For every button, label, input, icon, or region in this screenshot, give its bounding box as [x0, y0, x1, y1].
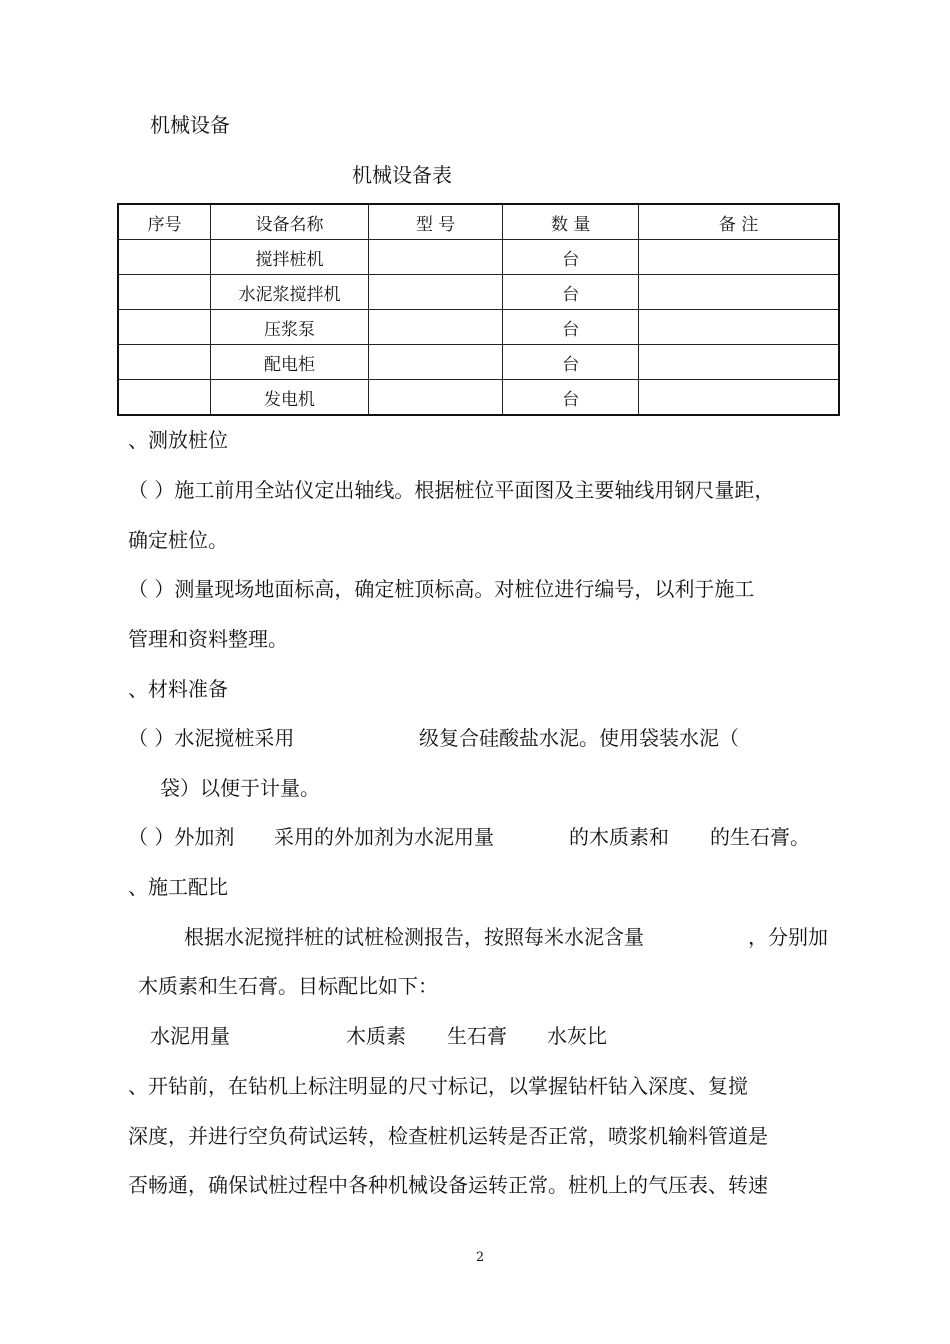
section-title: 、施工配比 — [128, 875, 228, 899]
paragraph-segment: 采用的外加剂为水泥用量 — [274, 825, 494, 849]
table-cell — [368, 345, 503, 380]
table-cell — [368, 380, 503, 416]
paragraph-line: 确定桩位。 — [128, 528, 228, 552]
header-cell: 备 注 — [639, 204, 839, 240]
ratio-label: 木质素 — [346, 1024, 406, 1048]
paragraph-line: 管理和资料整理。 — [128, 627, 288, 651]
paragraph-segment: 的生石膏。 — [710, 825, 810, 849]
table-row — [118, 240, 839, 275]
table-cell — [118, 240, 211, 275]
table-cell: 水泥浆搅拌机 — [211, 275, 369, 310]
table-cell: 台 — [503, 240, 639, 275]
header-cell: 数 量 — [503, 204, 639, 240]
table-header-row — [118, 204, 839, 240]
table-cell — [368, 310, 503, 345]
table-cell: 发电机 — [211, 380, 369, 416]
table-cell — [639, 310, 839, 345]
table-cell — [639, 345, 839, 380]
table-row — [118, 310, 839, 345]
table-cell — [118, 310, 211, 345]
paragraph-segment: 的木质素和 — [569, 825, 669, 849]
section-heading: 机械设备 — [150, 113, 230, 137]
paragraph-segment: 根据水泥搅拌桩的试桩检测报告，按照每米水泥含量 — [184, 925, 644, 949]
ratio-label: 生石膏 — [447, 1024, 507, 1048]
table-cell — [118, 275, 211, 310]
paragraph-segment: ，分别加 — [748, 925, 828, 949]
paragraph-segment: （ ）水泥搅桩采用 — [128, 726, 295, 750]
table-title: 机械设备表 — [352, 163, 452, 187]
ratio-label: 水灰比 — [547, 1024, 607, 1048]
table-cell: 搅拌桩机 — [211, 240, 369, 275]
page-number: 2 — [475, 1250, 485, 1265]
paragraph-line: 袋）以便于计量。 — [160, 776, 320, 800]
table-cell — [639, 240, 839, 275]
paragraph-segment: （ ）外加剂 — [128, 825, 235, 849]
table-cell — [118, 345, 211, 380]
table-cell — [639, 275, 839, 310]
table-row — [118, 380, 839, 416]
section-title: 、材料准备 — [128, 677, 228, 701]
paragraph-segment: 级复合硅酸盐水泥。使用袋装水泥（ — [419, 726, 739, 750]
paragraph-line: 否畅通，确保试桩过程中各种机械设备运转正常。桩机上的气压表、转速 — [128, 1173, 768, 1197]
table-cell: 台 — [503, 275, 639, 310]
table-cell: 台 — [503, 345, 639, 380]
header-cell: 序号 — [118, 204, 211, 240]
table-cell — [368, 240, 503, 275]
equipment-table — [117, 203, 840, 416]
header-cell: 设备名称 — [211, 204, 369, 240]
table-cell — [118, 380, 211, 416]
table-cell — [368, 275, 503, 310]
paragraph-line: 木质素和生石膏。目标配比如下： — [138, 974, 438, 998]
paragraph-line: （ ）施工前用全站仪定出轴线。根据桩位平面图及主要轴线用钢尺量距， — [128, 478, 775, 502]
section-title: 、测放桩位 — [128, 428, 228, 452]
table-cell — [639, 380, 839, 416]
table-cell: 配电柜 — [211, 345, 369, 380]
paragraph-line: （ ）测量现场地面标高，确定桩顶标高。对桩位进行编号，以利于施工 — [128, 577, 755, 601]
header-cell: 型 号 — [368, 204, 503, 240]
table-row — [118, 275, 839, 310]
table-cell: 台 — [503, 310, 639, 345]
table-row — [118, 345, 839, 380]
table-cell: 压浆泵 — [211, 310, 369, 345]
paragraph-line: 深度，并进行空负荷试运转，检查桩机运转是否正常，喷浆机输料管道是 — [128, 1124, 768, 1148]
ratio-label: 水泥用量 — [150, 1024, 230, 1048]
table-cell: 台 — [503, 380, 639, 416]
paragraph-line: 、开钻前，在钻机上标注明显的尺寸标记，以掌握钻杆钻入深度、复搅 — [128, 1074, 748, 1098]
